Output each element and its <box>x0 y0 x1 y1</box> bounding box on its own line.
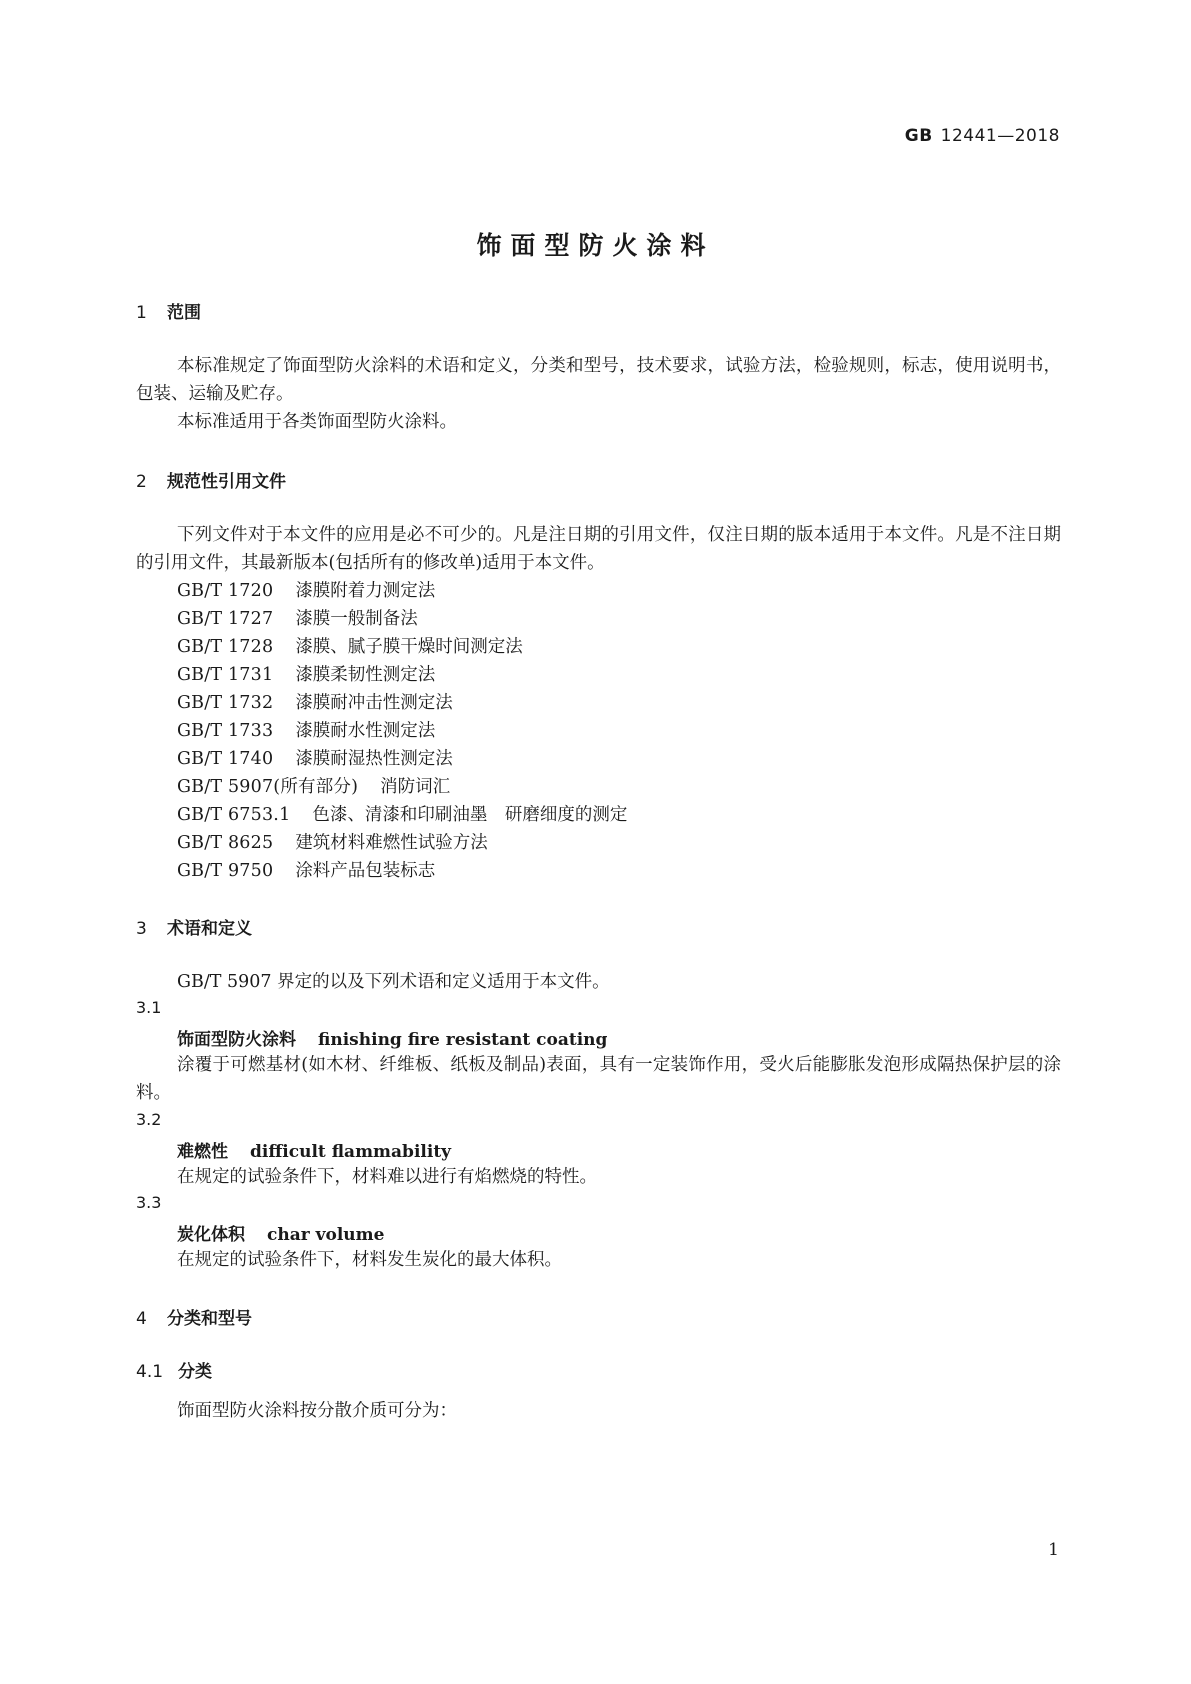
paragraph: 本标准规定了饰面型防火涂料的术语和定义，分类和型号，技术要求，试验方法，检验规则，标志，使用说明书，包装、运输及贮存。 <box>136 356 1061 404</box>
term-heading <box>177 1220 384 1245</box>
section-title: 分类和型号 <box>167 1309 252 1329</box>
reference-code: GB/T 1727 <box>177 609 274 629</box>
page-number: 1 <box>1048 1540 1059 1560</box>
subsection-title: 分类 <box>178 1362 212 1382</box>
term-english: char volume <box>267 1225 385 1245</box>
term-english: difficult flammability <box>250 1142 452 1162</box>
reference-item <box>177 773 450 802</box>
paragraph: 下列文件对于本文件的应用是必不可少的。凡是注日期的引用文件，仅注日期的版本适用于本文件。凡是不注日期的引用文件，其最新版本(包括所有的修改单)适用于本文件。 <box>136 525 1061 573</box>
section-heading-2 <box>136 467 286 492</box>
section-heading-1 <box>136 298 201 323</box>
reference-name: 漆膜附着力测定法 <box>295 581 436 601</box>
term-heading <box>177 1137 451 1162</box>
subsection-number: 4.1 <box>136 1362 164 1382</box>
reference-item <box>177 605 418 634</box>
section-heading-3 <box>136 914 252 939</box>
standard-code-prefix: GB <box>904 126 933 146</box>
subsection-heading-4-1 <box>136 1357 212 1382</box>
paragraph: GB/T 5907 界定的以及下列术语和定义适用于本文件。 <box>177 972 610 992</box>
section-title: 术语和定义 <box>167 919 252 939</box>
paragraph: 本标准适用于各类饰面型防火涂料。 <box>177 412 457 432</box>
reference-code: GB/T 1720 <box>177 581 274 601</box>
reference-name: 漆膜一般制备法 <box>295 609 418 629</box>
term-english: finishing fire resistant coating <box>318 1030 608 1050</box>
reference-name: 涂料产品包装标志 <box>295 861 436 881</box>
reference-item <box>177 689 453 718</box>
term-chinese: 饰面型防火涂料 <box>177 1030 296 1050</box>
reference-code: GB/T 1740 <box>177 749 274 769</box>
section-heading-4 <box>136 1304 252 1329</box>
reference-item <box>177 801 627 830</box>
reference-code: GB/T 5907(所有部分) <box>177 777 359 797</box>
document-title: 饰面型防火涂料 <box>476 231 715 260</box>
reference-item <box>177 829 488 858</box>
section-number: 4 <box>136 1309 147 1329</box>
term-definition: 在规定的试验条件下，材料发生炭化的最大体积。 <box>177 1250 562 1270</box>
section-title: 范围 <box>167 303 201 323</box>
reference-name: 漆膜耐水性测定法 <box>295 721 436 741</box>
reference-code: GB/T 9750 <box>177 861 274 881</box>
section-number: 3 <box>136 919 147 939</box>
reference-code: GB/T 1731 <box>177 665 274 685</box>
section-number: 1 <box>136 303 147 323</box>
reference-name: 漆膜、腻子膜干燥时间测定法 <box>295 637 523 657</box>
reference-item <box>177 717 435 746</box>
reference-name: 漆膜耐湿热性测定法 <box>295 749 453 769</box>
reference-item <box>177 857 435 886</box>
reference-code: GB/T 8625 <box>177 833 274 853</box>
term-chinese: 炭化体积 <box>177 1225 245 1245</box>
term-number: 3.2 <box>136 1110 162 1129</box>
paragraph: 饰面型防火涂料按分散介质可分为： <box>177 1401 457 1421</box>
reference-name: 建筑材料难燃性试验方法 <box>295 833 488 853</box>
section-number: 2 <box>136 472 147 492</box>
term-chinese: 难燃性 <box>177 1142 228 1162</box>
term-definition: 涂覆于可燃基材(如木材、纤维板、纸板及制品)表面，具有一定装饰作用，受火后能膨胀发泡形成隔热保护层的涂料。 <box>136 1055 1061 1103</box>
section-title: 规范性引用文件 <box>167 472 286 492</box>
reference-item <box>177 633 523 662</box>
reference-name: 消防词汇 <box>380 777 451 797</box>
reference-item <box>177 577 435 606</box>
term-number: 3.1 <box>136 998 162 1017</box>
reference-item <box>177 745 453 774</box>
term-definition: 在规定的试验条件下，材料难以进行有焰燃烧的特性。 <box>177 1167 597 1187</box>
term-number: 3.3 <box>136 1193 162 1212</box>
standard-code <box>905 126 1060 146</box>
standard-code-number: 12441—2018 <box>940 126 1060 146</box>
term-heading <box>177 1025 607 1050</box>
reference-name: 漆膜柔韧性测定法 <box>295 665 436 685</box>
reference-code: GB/T 1732 <box>177 693 274 713</box>
reference-code: GB/T 1733 <box>177 721 274 741</box>
reference-name: 色漆、清漆和印刷油墨 研磨细度的测定 <box>312 805 628 825</box>
reference-code: GB/T 1728 <box>177 637 274 657</box>
reference-code: GB/T 6753.1 <box>177 805 291 825</box>
reference-item <box>177 661 435 690</box>
reference-name: 漆膜耐冲击性测定法 <box>295 693 453 713</box>
